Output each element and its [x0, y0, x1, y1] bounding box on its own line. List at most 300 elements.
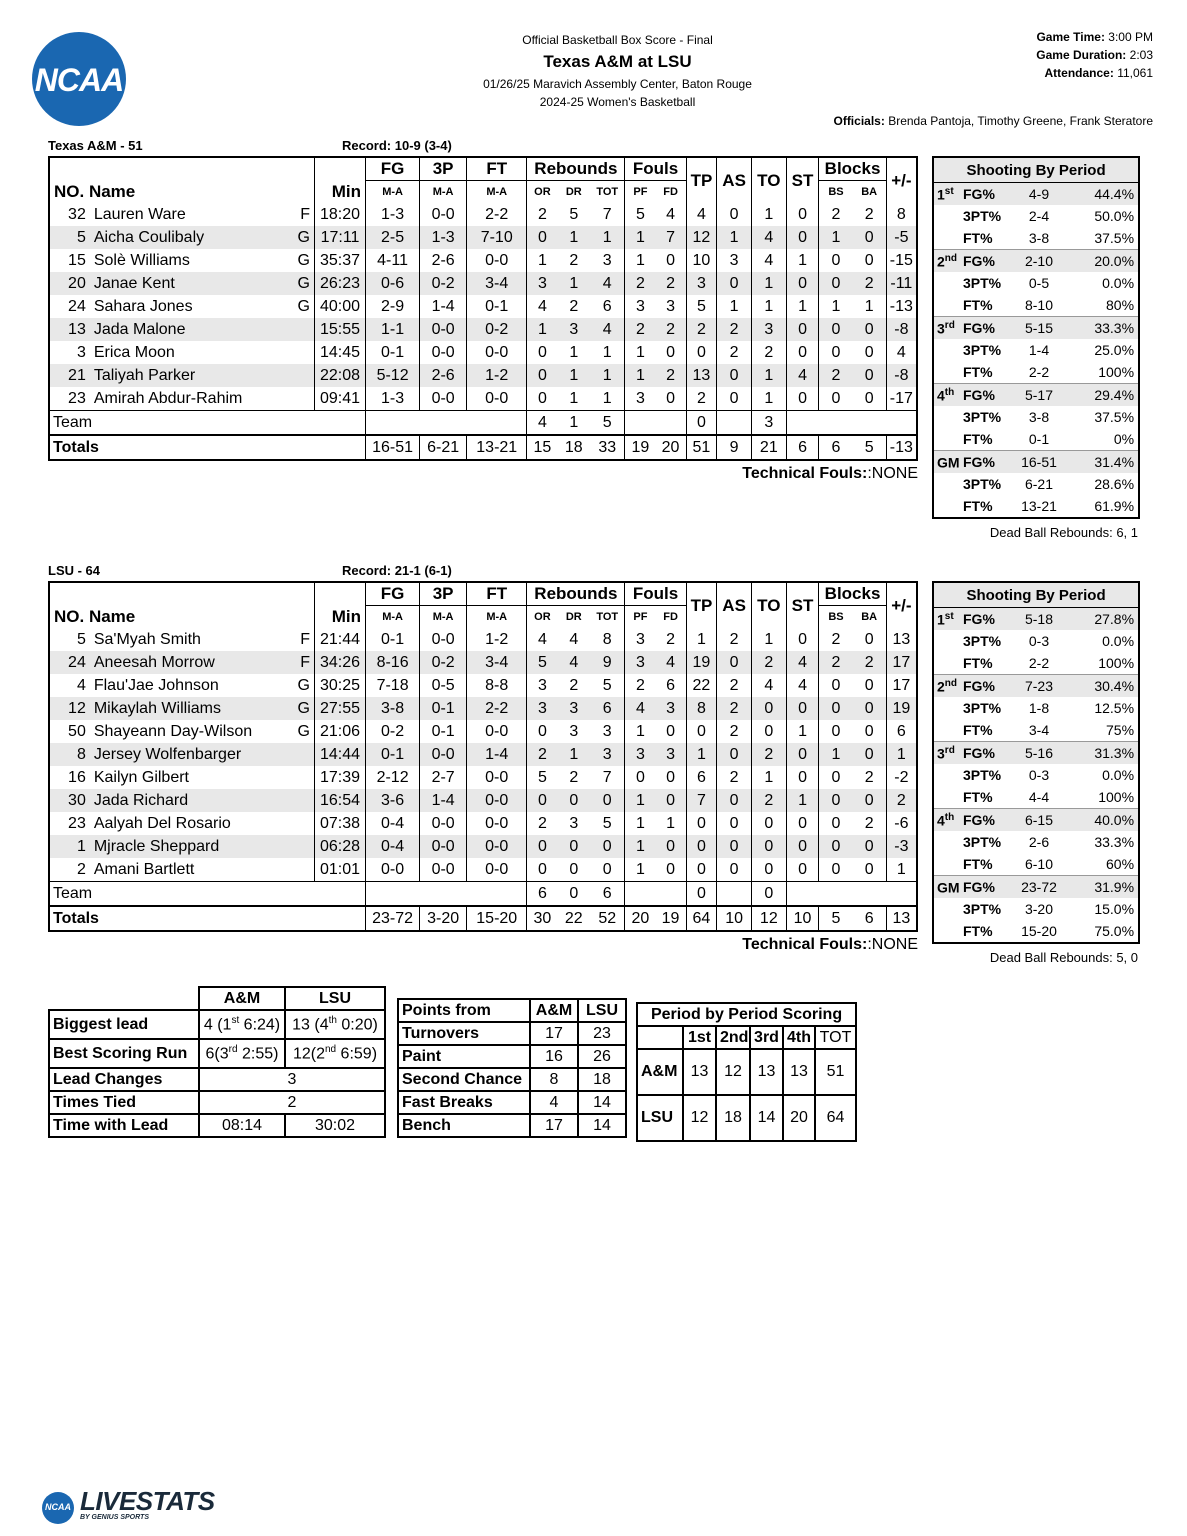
- player-minutes: 06:28: [314, 835, 365, 858]
- shooting-pct: 0.0%: [1102, 633, 1135, 649]
- shooting-made-attempted: 4-9: [1011, 183, 1067, 206]
- totals-label: Totals: [49, 906, 366, 931]
- shooting-made-attempted: 3-20: [1024, 901, 1054, 917]
- ft: 1-2: [467, 628, 527, 651]
- as: 0: [717, 835, 752, 858]
- season-line: 2024-25 Women's Basketball: [539, 95, 696, 109]
- time-with-lead-label: Time with Lead: [49, 1114, 199, 1137]
- player-row: [49, 364, 917, 387]
- plus-minus: -2: [894, 768, 909, 786]
- shooting-made-attempted: 5-18: [1011, 608, 1067, 631]
- 3p: 1-3: [420, 226, 467, 249]
- plus-minus: -8: [886, 318, 917, 341]
- shooting-pct: 25.0%: [1094, 342, 1135, 358]
- as: 0: [717, 789, 752, 812]
- points-from-lsu: 14: [578, 1091, 626, 1114]
- 3p: 0-0: [420, 743, 467, 766]
- player-number: 4: [76, 676, 86, 694]
- bs: 0: [819, 318, 853, 341]
- shooting-stat: FT%: [963, 655, 993, 671]
- points-from-lsu: 14: [578, 1114, 626, 1137]
- fg: 0-1: [366, 743, 420, 766]
- team-header: Texas A&M - 51: [48, 138, 143, 153]
- pf: 2: [625, 272, 656, 295]
- player-minutes: 18:20: [314, 203, 365, 226]
- shooting-title: Shooting By Period: [933, 582, 1139, 608]
- col-dr: DR: [565, 186, 582, 198]
- st: 0: [786, 341, 819, 364]
- tot: 4: [590, 272, 625, 295]
- biggest-lead-lsu: 13 (4th 0:20): [285, 1010, 385, 1039]
- shooting-pct: 0.0%: [1102, 767, 1135, 783]
- shooting-made-attempted: 6-21: [1024, 476, 1054, 492]
- or: 2: [527, 743, 558, 766]
- col-as: AS: [717, 157, 752, 203]
- points-from-label: Second Chance: [398, 1068, 530, 1091]
- shooting-row: [933, 183, 1139, 206]
- team-record: Record: 21-1 (6-1): [342, 563, 452, 578]
- shooting-stat: FT%: [963, 297, 993, 313]
- player-row: [49, 674, 917, 697]
- 3p: 0-2: [420, 272, 467, 295]
- dr: 2: [569, 768, 579, 786]
- shooting-made-attempted: 0-5: [1028, 275, 1050, 291]
- shooting-row: [933, 317, 1139, 340]
- points-from-am: 4: [530, 1091, 578, 1114]
- shooting-by-period-table: [932, 581, 1140, 944]
- st: 1: [786, 720, 819, 743]
- team-section-home: [48, 563, 918, 954]
- fd: 0: [656, 766, 687, 789]
- 3p: 0-0: [420, 628, 467, 651]
- player-position: G: [294, 249, 314, 272]
- tot: 6: [590, 295, 625, 318]
- ba: 0: [853, 858, 887, 882]
- shooting-stat: 3PT%: [963, 834, 1002, 850]
- tot: 7: [590, 766, 625, 789]
- player-minutes: 26:23: [314, 272, 365, 295]
- tot: 9: [590, 651, 625, 674]
- biggest-lead-label: Biggest lead: [49, 1010, 199, 1039]
- shooting-row: [933, 473, 1139, 495]
- col-made-attempted: M-A: [420, 181, 467, 204]
- col-fg: FG: [366, 582, 420, 606]
- player-number: 13: [49, 318, 90, 341]
- 3p: 0-1: [420, 697, 467, 720]
- tp: 6: [686, 766, 717, 789]
- to: 2: [751, 341, 786, 364]
- shooting-made-attempted: 23-72: [1011, 876, 1067, 899]
- period-label: 1st: [933, 608, 963, 631]
- bs: 0: [831, 343, 841, 361]
- bs: 0: [819, 835, 853, 858]
- as: 0: [717, 387, 752, 411]
- to: 4: [751, 249, 786, 272]
- shooting-pct: 33.3%: [1094, 834, 1135, 850]
- plus-minus: 17: [886, 651, 917, 674]
- player-minutes: 16:54: [314, 789, 365, 812]
- bs: 1: [819, 226, 853, 249]
- shooting-made-attempted: 2-2: [1028, 364, 1050, 380]
- bs: 2: [831, 630, 841, 648]
- points-from-label: Fast Breaks: [398, 1091, 530, 1114]
- shooting-pct: 20.0%: [1067, 250, 1139, 273]
- shooting-row: [933, 608, 1139, 631]
- dr: 3: [557, 697, 590, 720]
- as: 1: [717, 226, 752, 249]
- period-col: TOT: [815, 1026, 856, 1049]
- col-no-name: NO. Name: [49, 606, 314, 629]
- fg: 5-12: [366, 364, 420, 387]
- fg: 0-4: [366, 835, 420, 858]
- 3p: 0-2: [420, 651, 467, 674]
- player-name: Jada Richard: [90, 789, 294, 812]
- total-value: 16-51: [366, 435, 420, 460]
- or: 0: [537, 860, 547, 878]
- shooting-stat: FT%: [963, 230, 993, 246]
- bs: 0: [831, 676, 841, 694]
- ft: 0-0: [467, 249, 527, 272]
- player-name: Sa'Myah Smith: [93, 630, 201, 648]
- st: 4: [786, 651, 819, 674]
- pf: 4: [625, 697, 656, 720]
- shooting-stat: FT%: [963, 856, 993, 872]
- to: 1: [751, 364, 786, 387]
- col-blocks: Blocks: [819, 157, 886, 181]
- player-number: 24: [68, 297, 86, 315]
- plus-minus: -5: [886, 226, 917, 249]
- to: 1: [751, 203, 786, 226]
- st: 0: [786, 743, 819, 766]
- shooting-by-period-away: [932, 156, 1140, 540]
- 3p: 0-0: [420, 812, 467, 835]
- ba: 0: [853, 789, 887, 812]
- points-from-am: 8: [530, 1068, 578, 1091]
- to: 4: [751, 674, 786, 697]
- player-name: Erica Moon: [93, 343, 175, 361]
- shooting-row: [933, 809, 1139, 832]
- plus-minus: 1: [896, 860, 906, 878]
- period-score: 13: [783, 1049, 815, 1095]
- 3p: 0-0: [420, 835, 467, 858]
- genius-sports-tagline: BY GENIUS SPORTS: [80, 1514, 149, 1521]
- fd: 0: [656, 858, 687, 882]
- col-rebounds: Rebounds: [527, 157, 625, 181]
- team-to: 0: [751, 882, 786, 907]
- col-to: TO: [751, 157, 786, 203]
- ba: 0: [853, 226, 887, 249]
- points-from-label: Bench: [398, 1114, 530, 1137]
- ft: 3-4: [467, 272, 527, 295]
- shooting-row: [933, 898, 1139, 920]
- st: 0: [786, 272, 819, 295]
- ft: 2-2: [467, 697, 527, 720]
- player-name: Flau'Jae Johnson: [93, 676, 219, 694]
- game-title: Texas A&M at LSU: [543, 52, 692, 71]
- st: 0: [786, 812, 819, 835]
- shooting-pct: 30.4%: [1067, 675, 1139, 698]
- player-name: Aneesah Morrow: [90, 651, 294, 674]
- pf: 2: [635, 676, 645, 694]
- shooting-stat: FG%: [963, 675, 1011, 698]
- col-pf: PF: [633, 611, 648, 623]
- player-row: [49, 203, 917, 226]
- pf: 1: [625, 789, 656, 812]
- period-score: 51: [815, 1049, 856, 1095]
- total-value: 19: [625, 435, 656, 460]
- col-fg: FG: [366, 157, 420, 181]
- player-minutes: 21:44: [314, 628, 365, 651]
- points-from-lsu: 23: [578, 1022, 626, 1045]
- technical-fouls: Technical Fouls::NONE: [742, 465, 918, 482]
- as: 0: [717, 364, 752, 387]
- tp: 0: [686, 835, 717, 858]
- ft: 0-0: [467, 835, 527, 858]
- team-tp: 0: [686, 882, 717, 907]
- shooting-row: [933, 495, 1139, 518]
- ft: 0-0: [467, 720, 527, 743]
- team-section-away: [48, 138, 918, 483]
- player-number: 32: [68, 205, 86, 223]
- st: 0: [786, 226, 819, 249]
- ba: 2: [853, 651, 887, 674]
- tot: 1: [590, 387, 625, 411]
- shooting-row: [933, 227, 1139, 250]
- tot: 0: [590, 835, 625, 858]
- plus-minus: 17: [892, 676, 911, 694]
- as: 2: [717, 720, 752, 743]
- dr: 3: [569, 814, 579, 832]
- player-position: G: [294, 674, 314, 697]
- ncaa-logo: [32, 32, 126, 126]
- player-row: [49, 720, 917, 743]
- ba: 0: [853, 364, 887, 387]
- shooting-made-attempted: 6-15: [1011, 809, 1067, 832]
- fd: 2: [656, 628, 687, 651]
- plus-minus: -3: [886, 835, 917, 858]
- shooting-stat: FT%: [963, 789, 993, 805]
- tot: 1: [590, 364, 625, 387]
- dr: 4: [569, 630, 579, 648]
- tp: 5: [686, 295, 717, 318]
- tot: 3: [590, 743, 625, 766]
- pf: 3: [635, 297, 645, 315]
- points-from-lsu: 26: [578, 1045, 626, 1068]
- shooting-pct: 60%: [1106, 856, 1135, 872]
- ft: 3-4: [467, 651, 527, 674]
- shooting-made-attempted: 0-3: [1028, 767, 1050, 783]
- dr: 0: [569, 860, 579, 878]
- to: 0: [751, 858, 786, 882]
- tot: 6: [590, 697, 625, 720]
- tp: 1: [686, 743, 717, 766]
- ft: 2-2: [467, 203, 527, 226]
- shooting-pct: 75%: [1106, 722, 1135, 738]
- fd: 7: [656, 226, 687, 249]
- player-row: [49, 628, 917, 651]
- team-or: 4: [527, 411, 558, 436]
- shooting-stat: 3PT%: [963, 342, 1002, 358]
- 3p: 1-4: [420, 295, 467, 318]
- player-minutes: 14:45: [314, 341, 365, 364]
- or: 2: [537, 205, 547, 223]
- period-score: 14: [750, 1095, 783, 1141]
- dr: 5: [569, 205, 579, 223]
- col-ft: FT: [467, 157, 527, 181]
- player-position: F: [294, 628, 314, 651]
- plus-minus: 8: [896, 205, 906, 223]
- to: 0: [751, 835, 786, 858]
- player-name: Aalyah Del Rosario: [93, 814, 231, 832]
- ft: 1-4: [467, 743, 527, 766]
- total-value: 20: [656, 435, 687, 460]
- or: 3: [527, 272, 558, 295]
- ba: 0: [853, 697, 887, 720]
- col-pf: PF: [633, 186, 648, 198]
- st: 1: [786, 789, 819, 812]
- st: 4: [786, 364, 819, 387]
- player-number: 15: [68, 251, 86, 269]
- as: 2: [717, 697, 752, 720]
- period-score: 13: [750, 1049, 783, 1095]
- st: 0: [786, 387, 819, 411]
- bs: 0: [831, 389, 841, 407]
- lead-col-lsu: LSU: [285, 987, 385, 1010]
- shooting-pct: 37.5%: [1094, 230, 1135, 246]
- col-st: ST: [786, 582, 819, 628]
- tot: 0: [590, 858, 625, 882]
- fg: 2-12: [366, 766, 420, 789]
- total-value: 10: [717, 906, 752, 931]
- ft: 7-10: [467, 226, 527, 249]
- total-value: 6-21: [420, 435, 467, 460]
- ba: 2: [853, 203, 887, 226]
- shooting-row: [933, 764, 1139, 786]
- ba: 2: [853, 812, 887, 835]
- player-name: Jada Malone: [90, 318, 294, 341]
- ft: 0-2: [467, 318, 527, 341]
- total-value: 12: [751, 906, 786, 931]
- bs: 1: [831, 297, 841, 315]
- shooting-row: [933, 786, 1139, 809]
- shooting-made-attempted: 16-51: [1011, 451, 1067, 474]
- player-position: F: [294, 651, 314, 674]
- player-position: F: [294, 203, 314, 226]
- col-dr: DR: [565, 611, 582, 623]
- fd: 6: [656, 674, 687, 697]
- totals-row: [49, 435, 917, 460]
- points-from-label: Turnovers: [398, 1022, 530, 1045]
- tot: 3: [590, 249, 625, 272]
- to: 2: [751, 651, 786, 674]
- period-label: 3rd: [933, 742, 963, 765]
- period-team: LSU: [637, 1095, 683, 1141]
- tot: 4: [590, 318, 625, 341]
- shooting-row: [933, 719, 1139, 742]
- col-bs: BS: [828, 186, 844, 198]
- or: 0: [527, 364, 558, 387]
- 3p: 0-1: [420, 720, 467, 743]
- shooting-row: [933, 853, 1139, 876]
- points-from-am: 16: [530, 1045, 578, 1068]
- best-run-label: Best Scoring Run: [49, 1039, 199, 1068]
- player-name: Jersey Wolfenbarger: [90, 743, 294, 766]
- plus-minus: 19: [886, 697, 917, 720]
- shooting-pct: 31.4%: [1067, 451, 1139, 474]
- total-value: 52: [590, 906, 625, 931]
- livestats-wordmark: LIVESTATS: [80, 1486, 215, 1516]
- player-name: Aicha Coulibaly: [90, 226, 294, 249]
- or: 4: [537, 297, 547, 315]
- ft: 0-0: [467, 789, 527, 812]
- as: 2: [717, 766, 752, 789]
- team-tot: 5: [590, 411, 625, 436]
- ft: 0-0: [467, 812, 527, 835]
- shooting-made-attempted: 8-10: [1024, 297, 1054, 313]
- team-tot: 6: [590, 882, 625, 907]
- player-row: [49, 835, 917, 858]
- shooting-pct: 12.5%: [1094, 700, 1135, 716]
- total-value: 23-72: [366, 906, 420, 931]
- points-from-row: [398, 1114, 626, 1137]
- or: 0: [527, 835, 558, 858]
- shooting-row: [933, 384, 1139, 407]
- game-meta: Game Time: 3:00 PM Game Duration: 2:03 Attendance: 11,061: [1036, 30, 1153, 80]
- period-col: 4th: [783, 1026, 815, 1049]
- col-st: ST: [786, 157, 819, 203]
- plus-minus: -15: [889, 251, 913, 269]
- dr: 1: [557, 226, 590, 249]
- to: 2: [751, 743, 786, 766]
- as: 0: [717, 858, 752, 882]
- shooting-row: [933, 831, 1139, 853]
- period-score: 12: [716, 1049, 750, 1095]
- shooting-row: [933, 630, 1139, 652]
- player-number: 16: [68, 768, 86, 786]
- player-number: 24: [49, 651, 90, 674]
- points-from-row: [398, 1068, 626, 1091]
- tp: 0: [686, 858, 717, 882]
- plus-minus: 13: [892, 630, 911, 648]
- points-from-lsu: 18: [578, 1068, 626, 1091]
- as: 0: [717, 743, 752, 766]
- player-number: 23: [68, 389, 86, 407]
- player-number: 1: [49, 835, 90, 858]
- fd: 3: [656, 743, 687, 766]
- col-tp: TP: [686, 157, 717, 203]
- shooting-pct: 50.0%: [1094, 208, 1135, 224]
- fg: 2-5: [366, 226, 420, 249]
- points-from-label: Paint: [398, 1045, 530, 1068]
- lead-changes-value: 3: [199, 1068, 385, 1091]
- plus-minus: -11: [886, 272, 917, 295]
- fg: 0-0: [366, 858, 420, 882]
- period-col: 2nd: [716, 1026, 750, 1049]
- st: 0: [786, 628, 819, 651]
- fd: 0: [656, 720, 687, 743]
- col-ft: FT: [467, 582, 527, 606]
- shooting-by-period-table: [932, 156, 1140, 519]
- player-minutes: 15:55: [314, 318, 365, 341]
- or: 3: [537, 676, 547, 694]
- player-minutes: 01:01: [314, 858, 365, 882]
- player-position: [294, 858, 314, 882]
- player-name: Mjracle Sheppard: [90, 835, 294, 858]
- player-row: [49, 743, 917, 766]
- shooting-pct: 100%: [1098, 364, 1135, 380]
- shooting-stat: 3PT%: [963, 633, 1002, 649]
- or: 0: [527, 789, 558, 812]
